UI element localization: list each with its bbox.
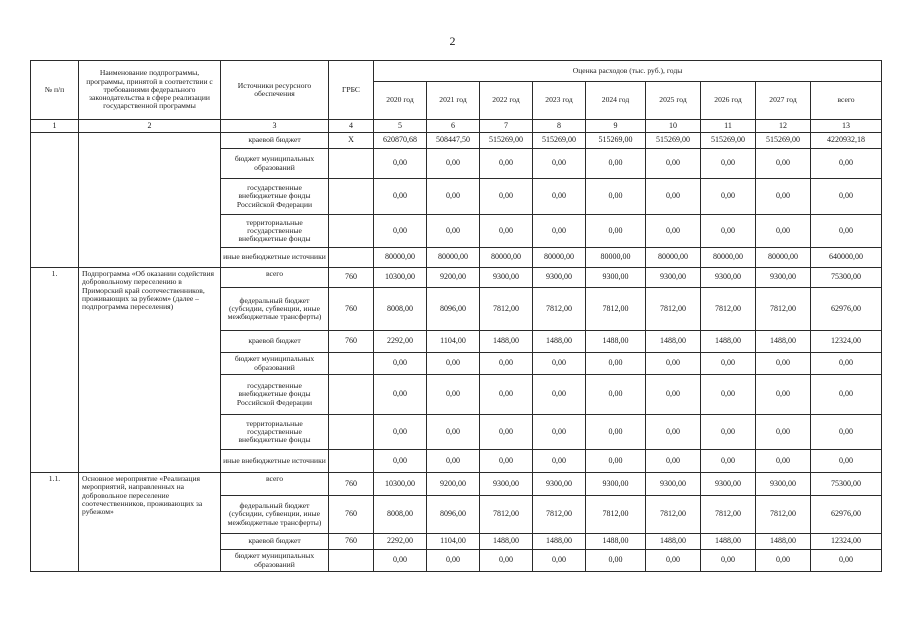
column-number: 4: [329, 120, 374, 133]
year-value: 0,00: [427, 550, 480, 572]
year-value: 0,00: [427, 353, 480, 375]
year-value: 0,00: [646, 450, 701, 473]
year-value: 9300,00: [533, 473, 586, 496]
year-value: 0,00: [480, 149, 533, 179]
funding-source: краевой бюджет: [221, 534, 329, 550]
year-value: 0,00: [427, 179, 480, 215]
year-value: 7812,00: [756, 288, 811, 331]
year-value: 9300,00: [586, 473, 646, 496]
year-value: 7812,00: [646, 288, 701, 331]
funding-source: всего: [221, 268, 329, 288]
grbs-code: 760: [329, 268, 374, 288]
year-value: 0,00: [586, 179, 646, 215]
year-value: 80000,00: [756, 248, 811, 268]
column-number: 9: [586, 120, 646, 133]
header-year: 2024 год: [586, 82, 646, 120]
year-value: 0,00: [701, 149, 756, 179]
grbs-code: [329, 353, 374, 375]
year-value: 0,00: [586, 215, 646, 248]
year-value: 0,00: [586, 375, 646, 415]
year-value: 0,00: [646, 149, 701, 179]
table-row: [31, 473, 882, 496]
year-value: 0,00: [427, 450, 480, 473]
total-value: 0,00: [811, 450, 882, 473]
row-number: [31, 133, 79, 268]
program-name: [79, 133, 221, 268]
year-value: 1488,00: [533, 534, 586, 550]
funding-source: краевой бюджет: [221, 331, 329, 353]
year-value: 0,00: [427, 149, 480, 179]
year-value: 0,00: [533, 353, 586, 375]
column-number: 6: [427, 120, 480, 133]
year-value: 9300,00: [646, 473, 701, 496]
table-row: [31, 268, 882, 288]
column-number: 5: [374, 120, 427, 133]
grbs-code: 760: [329, 288, 374, 331]
funding-source: краевой бюджет: [221, 133, 329, 149]
year-value: 1104,00: [427, 331, 480, 353]
year-value: 2292,00: [374, 331, 427, 353]
year-value: 9300,00: [480, 268, 533, 288]
funding-source: федеральный бюджет (субсидии, субвенции, иные межбюджетные трансферты): [221, 288, 329, 331]
total-value: 640000,00: [811, 248, 882, 268]
year-value: 620870,68: [374, 133, 427, 149]
year-value: 1488,00: [756, 331, 811, 353]
year-value: 508447,50: [427, 133, 480, 149]
year-value: 0,00: [756, 415, 811, 450]
header-num: № п/п: [31, 61, 79, 120]
grbs-code: [329, 215, 374, 248]
funding-source: территориальные государственные внебюджетные фонды: [221, 215, 329, 248]
total-value: 0,00: [811, 179, 882, 215]
funding-source: иные внебюджетные источники: [221, 248, 329, 268]
year-value: 0,00: [480, 550, 533, 572]
program-name: Основное мероприятие «Реализация мероприятий, направленных на добровольное переселение соотечественников, проживающих за рубежом»: [79, 473, 221, 572]
year-value: 0,00: [756, 179, 811, 215]
year-value: 80000,00: [533, 248, 586, 268]
year-value: 0,00: [701, 550, 756, 572]
total-value: 62976,00: [811, 496, 882, 534]
header-year: 2020 год: [374, 82, 427, 120]
column-number: 11: [701, 120, 756, 133]
year-value: 0,00: [701, 215, 756, 248]
year-value: 0,00: [533, 149, 586, 179]
column-number: 2: [79, 120, 221, 133]
year-value: 0,00: [374, 149, 427, 179]
year-value: 515269,00: [756, 133, 811, 149]
header-grbs: ГРБС: [329, 61, 374, 120]
year-value: 9200,00: [427, 473, 480, 496]
total-value: 75300,00: [811, 268, 882, 288]
year-value: 0,00: [646, 179, 701, 215]
funding-source: федеральный бюджет (субсидии, субвенции, иные межбюджетные трансферты): [221, 496, 329, 534]
total-value: 0,00: [811, 215, 882, 248]
year-value: 515269,00: [701, 133, 756, 149]
year-value: 7812,00: [756, 496, 811, 534]
year-value: 1488,00: [646, 331, 701, 353]
header-source: Источники ресурсного обеспечения: [221, 61, 329, 120]
total-value: 62976,00: [811, 288, 882, 331]
total-value: 0,00: [811, 375, 882, 415]
column-number: 7: [480, 120, 533, 133]
year-value: 0,00: [533, 215, 586, 248]
row-number: 1.1.: [31, 473, 79, 572]
year-value: 0,00: [586, 353, 646, 375]
total-value: 0,00: [811, 415, 882, 450]
year-value: 7812,00: [646, 496, 701, 534]
year-value: 80000,00: [374, 248, 427, 268]
column-number: 3: [221, 120, 329, 133]
year-value: 10300,00: [374, 268, 427, 288]
total-value: 0,00: [811, 149, 882, 179]
year-value: 0,00: [533, 550, 586, 572]
column-number: 8: [533, 120, 586, 133]
year-value: 0,00: [701, 179, 756, 215]
grbs-code: [329, 550, 374, 572]
year-value: 0,00: [427, 215, 480, 248]
year-value: 7812,00: [701, 288, 756, 331]
header-year: 2026 год: [701, 82, 756, 120]
year-value: 1104,00: [427, 534, 480, 550]
year-value: 0,00: [701, 415, 756, 450]
year-value: 515269,00: [480, 133, 533, 149]
year-value: 0,00: [374, 450, 427, 473]
header-name: Наименование подпрограммы, программы, принятой в соответствии с требованиями федерального законодательства в сфере реализации государственной программы: [79, 61, 221, 120]
year-value: 0,00: [480, 415, 533, 450]
year-value: 0,00: [533, 450, 586, 473]
total-value: 12324,00: [811, 331, 882, 353]
year-value: 0,00: [427, 375, 480, 415]
year-value: 515269,00: [586, 133, 646, 149]
total-value: 0,00: [811, 550, 882, 572]
year-value: 7812,00: [533, 496, 586, 534]
column-numbers-row: [31, 120, 882, 133]
year-value: 80000,00: [480, 248, 533, 268]
year-value: 9300,00: [533, 268, 586, 288]
funding-source: государственные внебюджетные фонды Российской Федерации: [221, 179, 329, 215]
year-value: 1488,00: [701, 534, 756, 550]
grbs-code: Х: [329, 133, 374, 149]
funding-source: государственные внебюджетные фонды Российской Федерации: [221, 375, 329, 415]
table-row: [31, 133, 882, 149]
header-year: всего: [811, 82, 882, 120]
year-value: 9300,00: [701, 268, 756, 288]
grbs-code: 760: [329, 331, 374, 353]
year-value: 8008,00: [374, 496, 427, 534]
year-value: 0,00: [756, 149, 811, 179]
year-value: 0,00: [480, 375, 533, 415]
year-value: 9300,00: [586, 268, 646, 288]
program-name: Подпрограмма «Об оказании содействия добровольному переселению в Приморский край соотечественников, проживающих за рубежом» (далее – подпрограмма переселения): [79, 268, 221, 473]
year-value: 7812,00: [533, 288, 586, 331]
year-value: 8008,00: [374, 288, 427, 331]
year-value: 0,00: [533, 415, 586, 450]
year-value: 2292,00: [374, 534, 427, 550]
year-value: 0,00: [480, 215, 533, 248]
column-number: 1: [31, 120, 79, 133]
year-value: 7812,00: [586, 496, 646, 534]
column-number: 12: [756, 120, 811, 133]
year-value: 0,00: [756, 375, 811, 415]
year-value: 7812,00: [480, 496, 533, 534]
year-value: 0,00: [374, 415, 427, 450]
year-value: 7812,00: [480, 288, 533, 331]
year-value: 0,00: [756, 215, 811, 248]
year-value: 1488,00: [480, 331, 533, 353]
year-value: 0,00: [586, 450, 646, 473]
year-value: 0,00: [374, 179, 427, 215]
year-value: 0,00: [374, 375, 427, 415]
year-value: 9300,00: [646, 268, 701, 288]
year-value: 0,00: [701, 353, 756, 375]
year-value: 0,00: [374, 550, 427, 572]
year-value: 9300,00: [756, 268, 811, 288]
year-value: 0,00: [701, 375, 756, 415]
column-number: 13: [811, 120, 882, 133]
funding-source: иные внебюджетные источники: [221, 450, 329, 473]
funding-source: бюджет муниципальных образований: [221, 353, 329, 375]
year-value: 1488,00: [701, 331, 756, 353]
year-value: 80000,00: [427, 248, 480, 268]
year-value: 1488,00: [646, 534, 701, 550]
year-value: 0,00: [374, 215, 427, 248]
year-value: 0,00: [480, 450, 533, 473]
header-year: 2023 год: [533, 82, 586, 120]
page-number: 2: [449, 34, 456, 48]
year-value: 0,00: [646, 550, 701, 572]
total-value: 12324,00: [811, 534, 882, 550]
year-value: 0,00: [480, 179, 533, 215]
grbs-code: [329, 248, 374, 268]
grbs-code: 760: [329, 473, 374, 496]
year-value: 0,00: [701, 450, 756, 473]
year-value: 1488,00: [586, 534, 646, 550]
year-value: 0,00: [646, 375, 701, 415]
year-value: 0,00: [586, 550, 646, 572]
year-value: 0,00: [756, 450, 811, 473]
year-value: 0,00: [533, 179, 586, 215]
year-value: 0,00: [533, 375, 586, 415]
year-value: 0,00: [646, 415, 701, 450]
year-value: 9200,00: [427, 268, 480, 288]
year-value: 1488,00: [480, 534, 533, 550]
grbs-code: [329, 149, 374, 179]
funding-source: бюджет муниципальных образований: [221, 550, 329, 572]
year-value: 0,00: [374, 353, 427, 375]
budget-table: [30, 60, 882, 572]
year-value: 1488,00: [586, 331, 646, 353]
year-value: 0,00: [756, 550, 811, 572]
grbs-code: [329, 375, 374, 415]
total-value: 4220932,18: [811, 133, 882, 149]
year-value: 7812,00: [701, 496, 756, 534]
funding-source: бюджет муниципальных образований: [221, 149, 329, 179]
year-value: 8096,00: [427, 496, 480, 534]
year-value: 0,00: [480, 353, 533, 375]
year-value: 0,00: [586, 415, 646, 450]
header-year: 2025 год: [646, 82, 701, 120]
year-value: 8096,00: [427, 288, 480, 331]
funding-source: территориальные государственные внебюджетные фонды: [221, 415, 329, 450]
year-value: 0,00: [756, 353, 811, 375]
table-body: [31, 133, 882, 572]
header-year: 2022 год: [480, 82, 533, 120]
year-value: 515269,00: [533, 133, 586, 149]
grbs-code: [329, 450, 374, 473]
total-value: 75300,00: [811, 473, 882, 496]
year-value: 7812,00: [586, 288, 646, 331]
grbs-code: 760: [329, 496, 374, 534]
header-year: 2027 год: [756, 82, 811, 120]
grbs-code: [329, 415, 374, 450]
year-value: 9300,00: [480, 473, 533, 496]
grbs-code: [329, 179, 374, 215]
year-value: 0,00: [646, 215, 701, 248]
year-value: 1488,00: [756, 534, 811, 550]
year-value: 0,00: [427, 415, 480, 450]
column-number: 10: [646, 120, 701, 133]
row-number: 1.: [31, 268, 79, 473]
year-value: 80000,00: [646, 248, 701, 268]
header-year: 2021 год: [427, 82, 480, 120]
year-value: 9300,00: [756, 473, 811, 496]
year-value: 10300,00: [374, 473, 427, 496]
year-value: 0,00: [646, 353, 701, 375]
funding-source: всего: [221, 473, 329, 496]
total-value: 0,00: [811, 353, 882, 375]
year-value: 515269,00: [646, 133, 701, 149]
year-value: 80000,00: [701, 248, 756, 268]
year-value: 1488,00: [533, 331, 586, 353]
year-value: 80000,00: [586, 248, 646, 268]
header-estimate: Оценка расходов (тыс. руб.), годы: [374, 61, 882, 82]
grbs-code: 760: [329, 534, 374, 550]
year-value: 0,00: [586, 149, 646, 179]
year-value: 9300,00: [701, 473, 756, 496]
